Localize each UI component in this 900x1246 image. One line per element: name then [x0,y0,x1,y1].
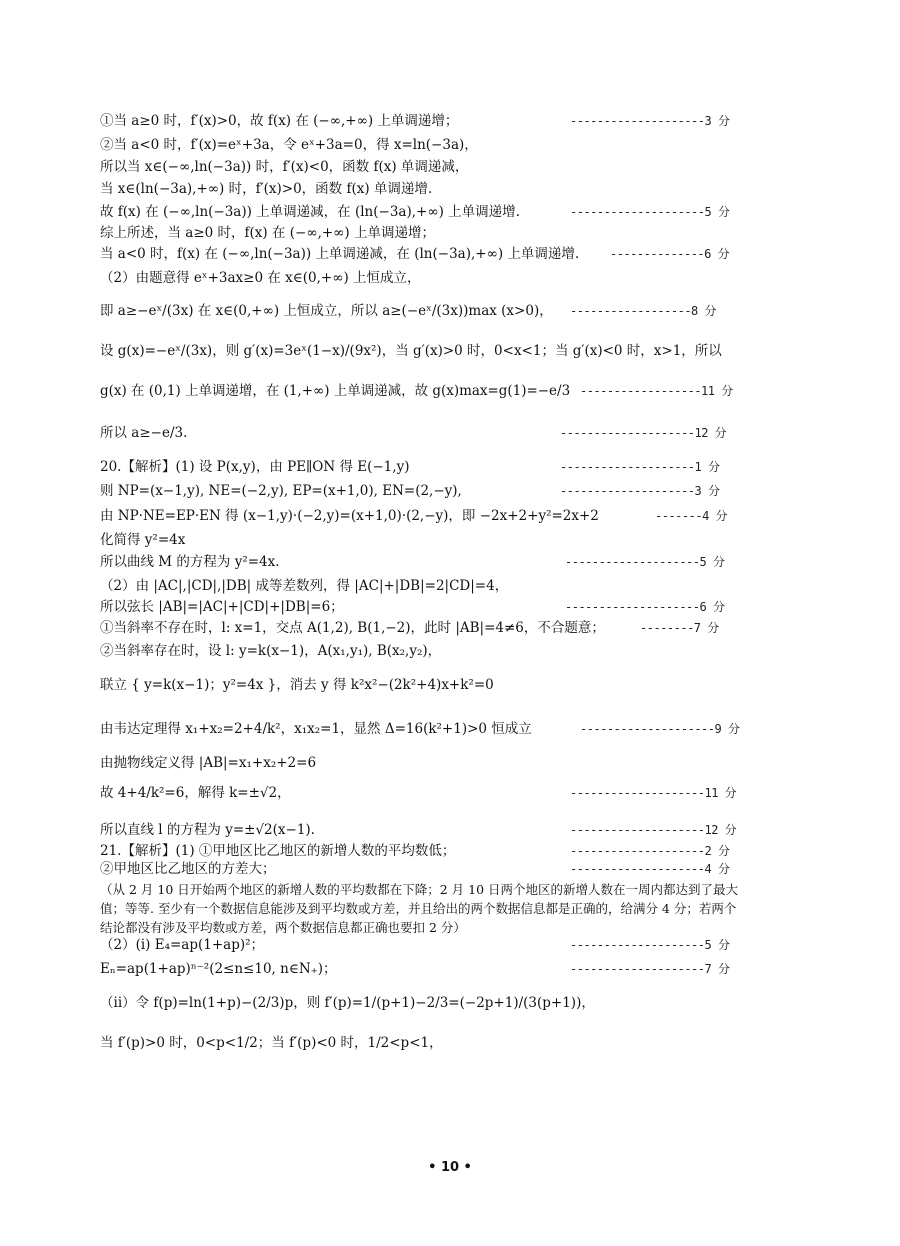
line-text: 当 x∈(ln(−3a),+∞) 时，f′(x)>0，函数 f(x) 单调递增. [100,181,433,197]
line-text: 所以曲线 M 的方程为 y²=4x. [100,554,280,570]
line-text: 故 4+4/k²=6，解得 k=±√2， [100,785,291,801]
line-text: 所以直线 l 的方程为 y=±√2(x−1). [100,822,315,838]
line-text: ①当 a≥0 时，f′(x)>0，故 f(x) 在 (−∞,+∞) 上单调递增； [100,113,459,129]
line-text: g(x) 在 (0,1) 上单调递增，在 (1,+∞) 上单调递减，故 g(x)max=g(1)=−e/3 [100,383,571,399]
line-text: 21.【解析】(1) ①甲地区比乙地区的新增人数的平均数低； [100,843,456,859]
score-mark: --------------------12 分 [560,426,727,440]
page-number: • 10 • [428,1160,472,1175]
score-mark: --------------------4 分 [570,862,730,876]
score-mark: --------------6 分 [610,247,730,261]
score-mark: --------------------5 分 [570,205,730,219]
line-text: 联立 { y=k(x−1)；y²=4x }，消去 y 得 k²x²−(2k²+4)x+k²=0 [100,677,494,693]
line-text: 设 g(x)=−eˣ/(3x)，则 g′(x)=3eˣ(1−x)/(9x²)，当 g′(x)>0 时，0<x<1；当 g′(x)<0 时，x>1，所以 [100,343,722,359]
line-text: 则 NP=(x−1,y), NE=(−2,y), EP=(x+1,0), EN=(2,−y), [100,483,462,499]
line-text: 当 a<0 时，f(x) 在 (−∞,ln(−3a)) 上单调递减，在 (ln(−3a),+∞) 上单调递增. [100,246,580,262]
line-text: 所以弦长 |AB|=|AC|+|CD|+|DB|=6； [100,599,344,615]
line-text: （2）由 |AC|,|CD|,|DB| 成等差数列，得 |AC|+|DB|=2|CD|=4， [100,578,509,594]
line-text: 由韦达定理得 x₁+x₂=2+4/k²，x₁x₂=1，显然 Δ=16(k²+1)>0 恒成立 [100,721,532,737]
line-text: （2）(i) E₄=ap(1+ap)²； [100,937,265,953]
line-text: 故 f(x) 在 (−∞,ln(−3a)) 上单调递减，在 (ln(−3a),+∞) 上单调递增. [100,204,520,220]
score-mark: --------------------9 分 [580,722,740,736]
score-mark: --------------------6 分 [565,600,725,614]
line-text: 由 NP·NE=EP·EN 得 (x−1,y)·(−2,y)=(x+1,0)·(2,−y)，即 −2x+2+y²=2x+2 [100,508,599,524]
score-mark: --------------------1 分 [560,460,720,474]
line-text: 20.【解析】(1) 设 P(x,y)，由 PE∥ON 得 E(−1,y) [100,459,410,475]
score-mark: ------------------8 分 [570,304,716,318]
score-mark: --------------------11 分 [570,786,737,800]
line-text: （ii）令 f(p)=ln(1+p)−(2/3)p，则 f′(p)=1/(p+1)−2/3=(−2p+1)/(3(p+1))， [100,995,595,1011]
score-mark: --------------------3 分 [570,114,730,128]
score-mark: --------------------2 分 [570,844,730,858]
line-text: Eₙ=ap(1+ap)ⁿ⁻²(2≤n≤10, n∈N₊)； [100,961,337,977]
score-mark: --------------------12 分 [570,823,737,837]
score-mark: -------4 分 [655,509,728,523]
score-mark: ------------------11 分 [580,384,733,398]
line-text: ②甲地区比乙地区的方差大； [100,861,276,877]
line-text: 化简得 y²=4x [100,532,186,548]
score-mark: --------------------5 分 [565,555,725,569]
grading-note: （从 2 月 10 日开始两个地区的新增人数的平均数都在下降；2 月 10 日两个地区的新增人数在一周内都达到了最大值；等等. 至少有一个数据信息能涉及到平均数或方差，并且给出的两个数据信息都是正确的，给满分 4 分；若两个结论都没有涉及平均数或方差，两个数据信息都正确也要扣 2 分） [100,882,739,935]
line-text: 由抛物线定义得 |AB|=x₁+x₂+2=6 [100,755,317,771]
score-mark: --------------------3 分 [560,484,720,498]
line-text: 所以当 x∈(−∞,ln(−3a)) 时，f′(x)<0，函数 f(x) 单调递减， [100,159,469,175]
line-text: ①当斜率不存在时，l: x=1，交点 A(1,2), B(1,−2)，此时 |AB|=4≠6，不合题意； [100,620,605,636]
score-mark: --------7 分 [640,621,719,635]
line-text: 当 f′(p)>0 时，0<p<1/2；当 f′(p)<0 时，1/2<p<1， [100,1035,443,1051]
line-text: 所以 a≥−e/3. [100,425,188,441]
line-text: ②当斜率存在时，设 l: y=k(x−1)，A(x₁,y₁), B(x₂,y₂)， [100,643,442,659]
line-text: 综上所述，当 a≥0 时，f(x) 在 (−∞,+∞) 上单调递增； [100,225,435,241]
line-text: （2）由题意得 eˣ+3ax≥0 在 x∈(0,+∞) 上恒成立， [100,270,421,286]
score-mark: --------------------5 分 [570,938,730,952]
line-text: 即 a≥−eˣ/(3x) 在 x∈(0,+∞) 上恒成立，所以 a≥(−eˣ/(3x))max (x>0)， [100,303,553,319]
score-mark: --------------------7 分 [570,962,730,976]
line-text: ②当 a<0 时，f′(x)=eˣ+3a，令 eˣ+3a=0，得 x=ln(−3a)， [100,137,478,153]
